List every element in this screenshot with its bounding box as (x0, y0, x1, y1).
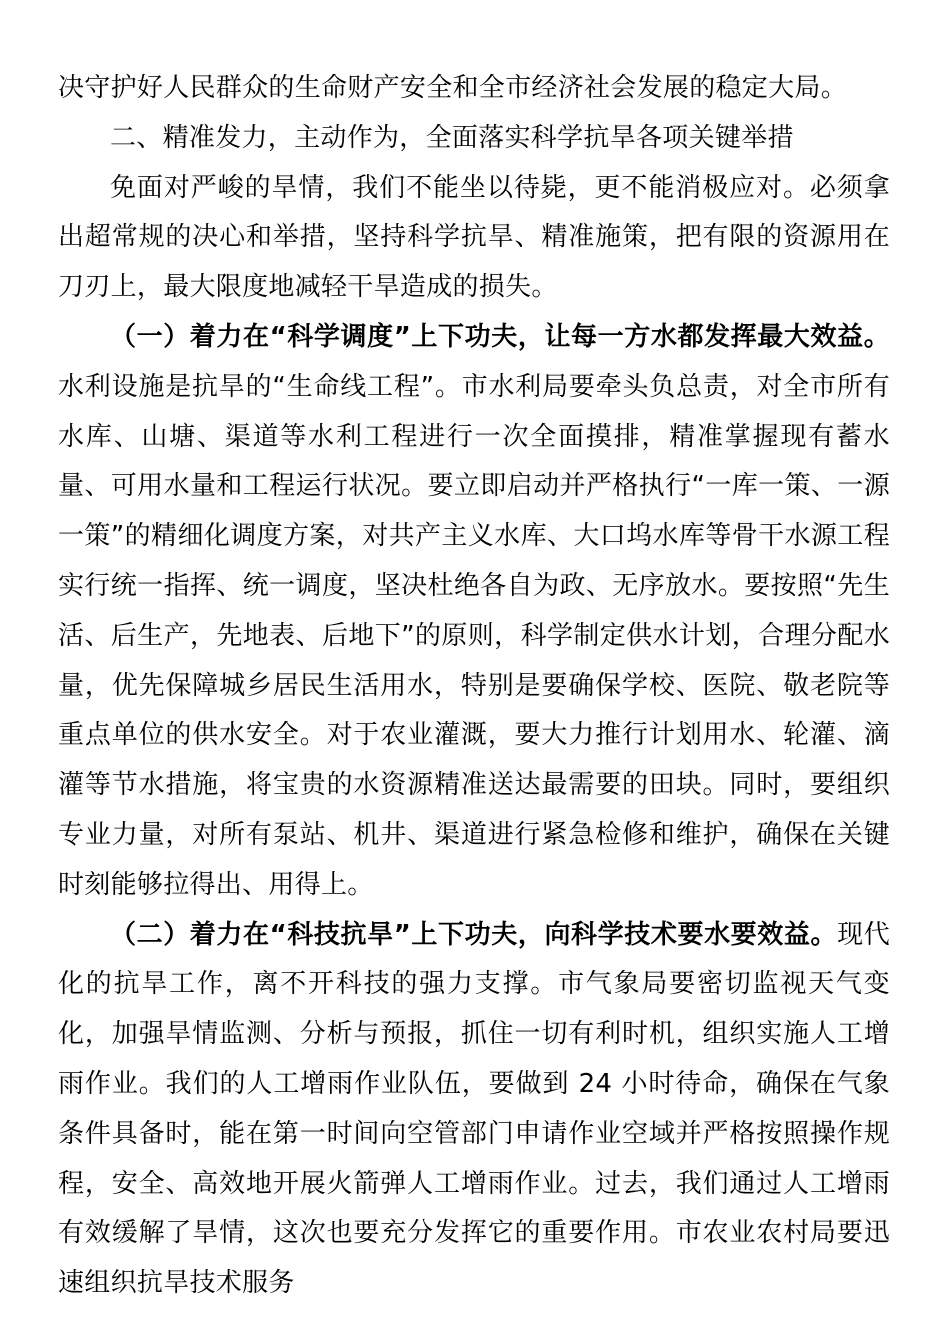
section-heading-two: 二、精准发力，主动作为，全面落实科学抗旱各项关键举措 (110, 122, 794, 153)
subheading-scientific-dispatch: （一）着力在“科学调度”上下功夫，让每一方水都发挥最大效益。 (110, 321, 890, 352)
document-page (58, 64, 890, 1309)
paragraph-intro: 免面对严峻的旱情，我们不能坐以待毙，更不能消极应对。必须拿出超常规的决心和举措，坚持科学抗旱、精准施策，把有限的资源用在刀刃上，最大限度地减轻干旱造成的损失。 (58, 172, 890, 303)
body-scientific-dispatch: 水利设施是抗旱的“生命线工程”。市水利局要牵头负总责，对全市所有水库、山塘、渠道等水利工程进行一次全面摸排，精准掌握现有蓄水量、可用水量和工程运行状况。要立即启动并严格执行“一库一策、一源一策”的精细化调度方案，对共产主义水库、大口坞水库等骨干水源工程实行统一指挥、统一调度，坚决杜绝各自为政、无序放水。要按照“先生活、后生产，先地表、后地下”的原则，科学制定供水计划，合理分配水量，优先保障城乡居民生活用水，特别是要确保学校、医院、敬老院等重点单位的供水安全。对于农业灌溉，要大力推行计划用水、轮灌、滴灌等节水措施，将宝贵的水资源精准送达最需要的田块。同时，要组织专业力量，对所有泵站、机井、渠道进行紧急检修和维护，确保在关键时刻能够拉得出、用得上。 (58, 371, 890, 900)
paragraph-tech-drought-relief (58, 911, 890, 1309)
body-tech-drought-relief: 现代化的抗旱工作，离不开科技的强力支撑。市气象局要密切监视天气变化，加强旱情监测、分析与预报，抓住一切有利时机，组织实施人工增雨作业。我们的人工增雨作业队伍，要做到 24 小时待命，确保在气象条件具备时，能在第一时间向空管部门申请作业空域并严格按照操作规程，安全、高效地开展火箭弹人工增雨作业。过去，我们通过人工增雨有效缓解了旱情，这次也要充分发挥它的重要作用。市农业农村局要迅速组织抗旱技术服务 (58, 919, 890, 1299)
paragraph-scientific-dispatch (58, 313, 890, 911)
subheading-tech-drought-relief: （二）着力在“科技抗旱”上下功夫，向科学技术要水要效益。 (110, 919, 838, 950)
paragraph-closing-line: 决守护好人民群众的生命财产安全和全市经济社会发展的稳定大局。 (58, 73, 848, 103)
